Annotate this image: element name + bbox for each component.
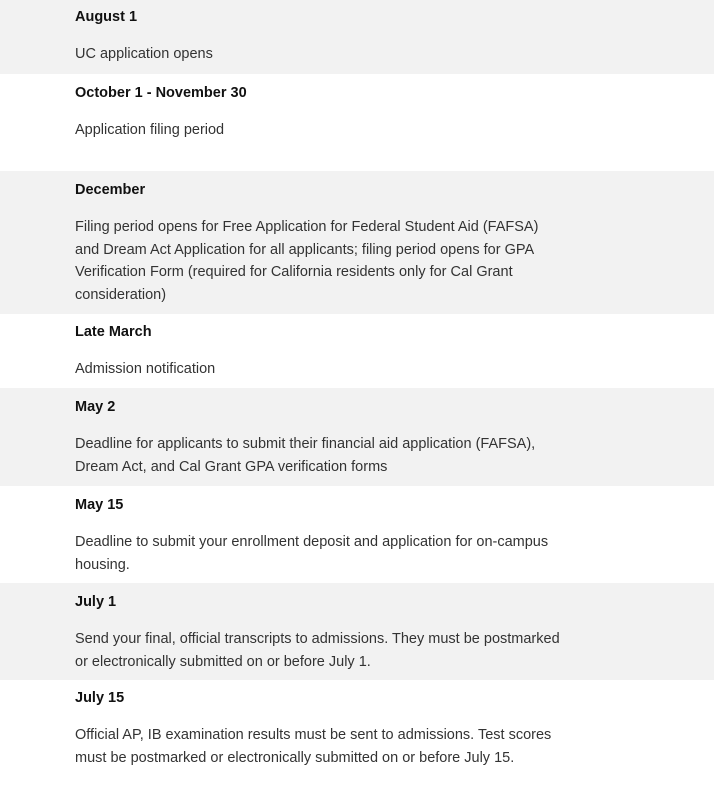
timeline-date: May 15	[75, 497, 124, 513]
timeline-item	[0, 680, 714, 788]
timeline-date: October 1 - November 30	[75, 85, 247, 101]
timeline-description: Send your final, official transcripts to admissions. They must be postmarked or electronically submitted on or before July 1.	[75, 631, 560, 670]
timeline-description: Admission notification	[75, 361, 216, 377]
timeline-item	[0, 583, 714, 680]
timeline-date: August 1	[75, 9, 138, 25]
timeline-item	[0, 388, 714, 486]
timeline-date: May 2	[75, 399, 116, 415]
timeline-description: Deadline for applicants to submit their financial aid application (FAFSA), Dream Act, and Cal Grant GPA verification forms	[75, 436, 536, 475]
timeline-description: Filing period opens for Free Application for Federal Student Aid (FAFSA) and Dream Act Application for all applicants; filing period opens for GPA Verification Form (required for California residents only for Cal Grant consideration)	[75, 219, 539, 303]
timeline-item	[0, 74, 714, 171]
timeline-date: July 15	[75, 690, 125, 706]
timeline-description: Application filing period	[75, 122, 225, 138]
timeline-date: July 1	[75, 594, 117, 610]
timeline-description: UC application opens	[75, 46, 213, 62]
timeline-date: Late March	[75, 324, 152, 340]
timeline-item	[0, 486, 714, 583]
timeline-item	[0, 0, 714, 74]
timeline-item	[0, 314, 714, 388]
timeline-item	[0, 171, 714, 314]
timeline-date: December	[75, 182, 146, 198]
timeline-description: Official AP, IB examination results must be sent to admissions. Test scores must be postmarked or electronically submitted on or before July 15.	[75, 727, 552, 766]
timeline-description: Deadline to submit your enrollment deposit and application for on-campus housing.	[75, 534, 549, 573]
